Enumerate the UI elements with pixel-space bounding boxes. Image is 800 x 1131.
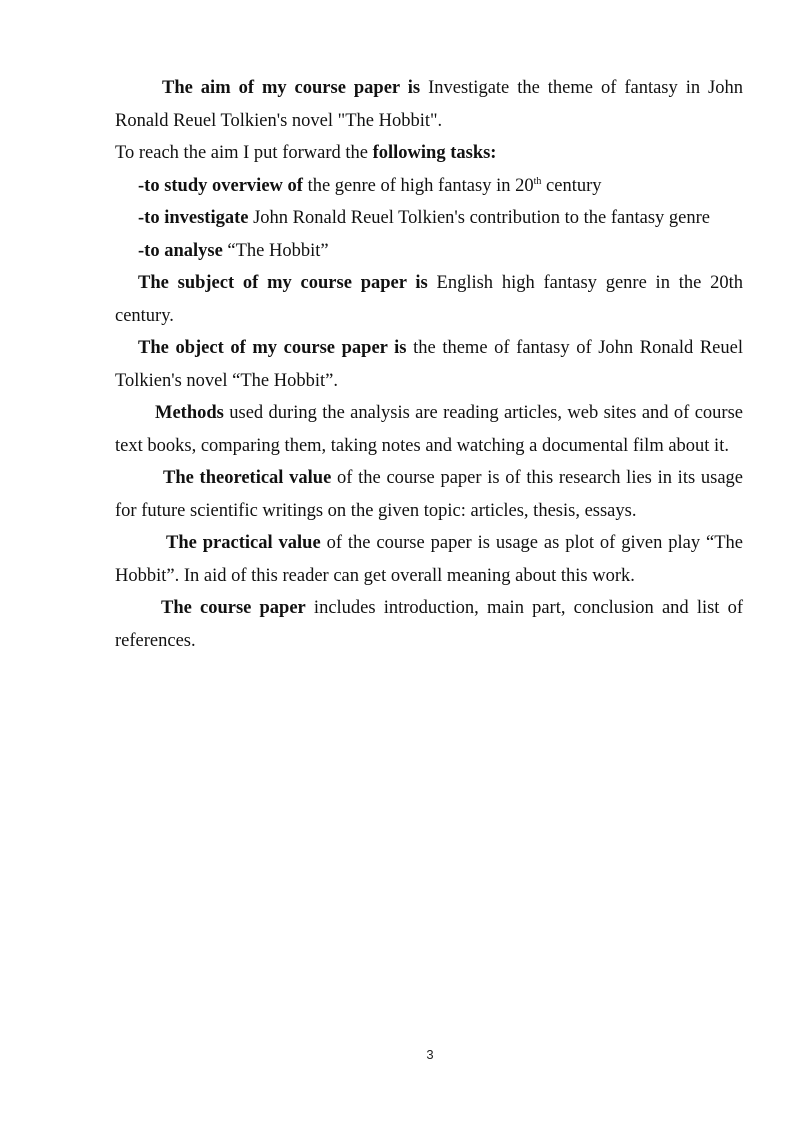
task-item-investigate (115, 202, 743, 235)
aim-heading: The aim of my course paper is (162, 78, 421, 98)
task-investigate-heading: -to investigate (138, 208, 249, 228)
structure-paragraph (115, 592, 743, 657)
subject-paragraph (115, 267, 743, 332)
theoretical-value-heading: The theoretical value (163, 468, 332, 488)
tasks-intro-paragraph (115, 137, 743, 170)
page-body (115, 72, 743, 657)
page-number: 3 (426, 1047, 434, 1062)
task-analyse-text: “The Hobbit” (222, 240, 329, 261)
theoretical-value-text: of the course paper is of this research lies in its usage for future scientific writings on the given topic: articles, thesis, essays. (115, 468, 743, 521)
task-study-heading: -to study overview of (138, 175, 303, 196)
task-study-text-end: century (541, 175, 602, 196)
aim-text: Investigate the theme of fantasy in John Ronald Reuel Tolkien's novel "The Hobbit". (115, 78, 744, 131)
methods-heading: Methods (155, 403, 224, 423)
task-item-study (115, 170, 743, 203)
methods-text: used during the analysis are reading articles, web sites and of course text books, comparing them, taking notes and watching a documental film about it. (115, 403, 743, 456)
aim-paragraph (115, 72, 743, 137)
tasks-intro-text: To reach the aim I put forward the (115, 143, 373, 163)
practical-value-text: of the course paper is usage as plot of given play “The Hobbit”. In aid of this reader can get overall meaning about this work. (115, 533, 743, 586)
task-item-analyse (115, 235, 743, 268)
practical-value-paragraph (115, 527, 743, 592)
task-investigate-text: John Ronald Reuel Tolkien's contribution to the fantasy genre (248, 208, 711, 228)
theoretical-value-paragraph (115, 462, 743, 527)
task-analyse-heading: -to analyse (138, 240, 223, 261)
structure-heading: The course paper (161, 598, 306, 618)
task-study-text: the genre of high fantasy in 20 (302, 175, 534, 196)
object-heading: The object of my course paper is (138, 338, 407, 358)
task-study-superscript: th (533, 175, 542, 187)
subject-heading: The subject of my course paper is (138, 273, 428, 293)
methods-paragraph (115, 397, 743, 462)
tasks-intro-heading: following tasks: (372, 143, 497, 163)
subject-text: English high fantasy genre in the 20th century. (115, 273, 743, 326)
practical-value-heading: The practical value (166, 533, 321, 553)
structure-text: includes introduction, main part, conclusion and list of references. (115, 598, 743, 651)
object-paragraph (115, 332, 743, 397)
object-text: the theme of fantasy of John Ronald Reuel Tolkien's novel “The Hobbit”. (115, 338, 743, 391)
